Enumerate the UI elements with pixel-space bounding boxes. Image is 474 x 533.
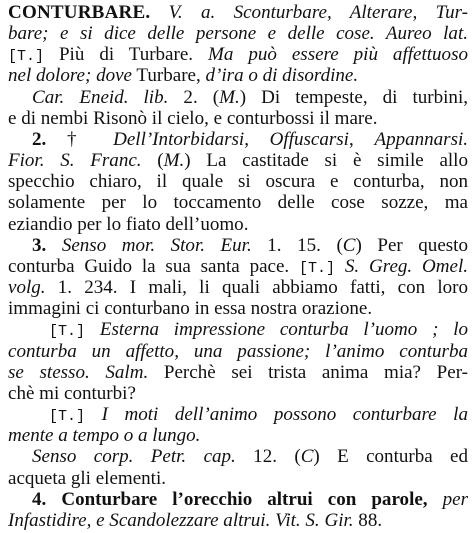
- sense-4-line-1: [32, 489, 468, 510]
- text-run: (: [141, 150, 164, 172]
- sense-3-note2-line-2: [8, 425, 468, 446]
- entry-line-1: [8, 2, 468, 23]
- text-run: Offuscarsi: [269, 128, 349, 150]
- text-run: 88.: [353, 509, 383, 531]
- text-run: Senso corp. Petr. cap.: [32, 446, 236, 468]
- sense-2-line-3: [8, 171, 468, 192]
- text-run: 4.: [32, 488, 47, 510]
- text-run: Perchè sei trista anima mia? Per-: [148, 361, 468, 383]
- text-run: ) Per questo: [355, 234, 468, 256]
- text-run: ,: [348, 128, 375, 150]
- text-run: volg.: [8, 277, 46, 299]
- tommaseo-tag: [T.]: [49, 323, 86, 341]
- text-run: [46, 235, 62, 256]
- text-run: 3.: [32, 234, 47, 256]
- text-run: per: [442, 488, 468, 510]
- sense-3-line-1: [32, 235, 468, 256]
- text-run: 2.: [32, 128, 47, 150]
- tommaseo-tag: [T.]: [8, 48, 45, 66]
- text-run: S. Greg. Omel.: [344, 255, 468, 277]
- sense-3-note-line-3: [8, 362, 468, 383]
- text-run: C: [300, 446, 314, 468]
- text-run: Car. Eneid. lib.: [32, 86, 169, 108]
- sense-3-line-3: [8, 277, 468, 298]
- text-run: Appannarsi.: [374, 128, 469, 150]
- text-run: solamente per lo toccamento delle cose sozze, ma: [8, 192, 468, 214]
- text-run: e di nembi Risonò il cielo, e conturbossi il mare.: [8, 107, 378, 129]
- text-run: chè mi conturbi?: [8, 382, 136, 404]
- text-run: acqueta gli elementi.: [8, 467, 166, 489]
- text-run: ) Di tempeste, di turbini,: [239, 86, 468, 108]
- text-run: bare; e si dice delle persone e delle cose. Aureo lat.: [8, 23, 468, 45]
- text-run: 1. 15. (: [251, 234, 343, 256]
- sense-corp-line-1: [32, 446, 468, 467]
- tommaseo-tag: [T.]: [299, 259, 336, 277]
- tommaseo-tag: [T.]: [49, 408, 86, 426]
- entry-line-2: [8, 23, 468, 44]
- text-run: d’ira o di disordine.: [205, 65, 359, 87]
- text-run: specchio chiaro, il quale si oscura e conturba, non: [8, 171, 468, 193]
- text-run: Senso mor. Stor. Eur.: [61, 234, 252, 256]
- text-run: 12. (: [235, 446, 301, 468]
- text-run: 1. 234. I mali, li quali abbiamo fatti, con loro: [45, 277, 468, 299]
- text-run: Più di Turbare.: [44, 44, 209, 66]
- text-run: ) E conturba ed: [313, 446, 469, 468]
- text-run: immagini ci conturbano in essa nostra orazione.: [8, 298, 373, 320]
- sense-3-note-line-2: [8, 341, 468, 362]
- text-run: ) La castitade si è simile allo: [184, 150, 468, 172]
- text-run: mente a tempo o a lungo.: [8, 425, 201, 447]
- text-run: Esterna impressione conturba l’uomo ; lo: [99, 319, 468, 341]
- entry-line-4: [8, 65, 468, 86]
- text-run: conturba Guido la sua santa pace.: [8, 255, 300, 277]
- text-run: Infastidire, e Scandolezzare altrui. Vit. S. Gir.: [8, 509, 354, 531]
- text-run: nel dolore; dove: [8, 65, 133, 87]
- text-run: Turbare,: [132, 65, 206, 87]
- sense-corp-line-2: [8, 468, 468, 489]
- sense-3-line-2: [8, 256, 468, 279]
- text-run: C: [342, 234, 356, 256]
- sense-2-line-2: [8, 150, 468, 171]
- sense-2-line-4: [8, 192, 468, 213]
- text-run: [428, 489, 443, 510]
- text-run: †: [46, 128, 114, 150]
- text-run: conturba un affetto, una passione; l’animo conturba: [8, 340, 468, 362]
- text-run: se stesso. Salm.: [8, 361, 149, 383]
- text-run: M.: [219, 86, 240, 108]
- sense-3-line-4: [8, 298, 468, 319]
- text-run: I moti dell’animo possono conturbare la: [101, 404, 468, 426]
- sense-2-line-1: [32, 129, 468, 150]
- text-run: Ma può essere più affettuoso: [208, 44, 468, 66]
- sense-4-line-2: [8, 510, 468, 531]
- text-run: [85, 319, 100, 340]
- sense-2-line-5: [8, 214, 468, 235]
- text-run: 2. (: [168, 86, 220, 108]
- sense-3-note-line-1: [49, 319, 468, 342]
- text-run: Dell’Intorbidarsi: [113, 128, 245, 150]
- text-run: ,: [244, 128, 270, 150]
- text-run: [150, 2, 168, 23]
- text-run: [46, 489, 61, 510]
- text-run: Fior. S. Franc.: [8, 150, 142, 172]
- sense-3-note2-line-1: [49, 404, 468, 427]
- entry-line-6: [8, 108, 468, 129]
- text-run: V. a. Sconturbare, Alterare, Tur-: [168, 2, 468, 23]
- text-run: [85, 404, 102, 425]
- text-run: eziandio per lo fiato dell’uomo.: [8, 213, 249, 235]
- entry-line-3: [8, 44, 468, 67]
- text-run: [335, 256, 345, 277]
- headword: CONTURBARE.: [8, 2, 151, 23]
- text-run: M.: [163, 150, 185, 172]
- entry-line-5: [32, 87, 468, 108]
- sense-3-note-line-4: [8, 383, 468, 404]
- text-run: Conturbare l’orecchio altrui con parole,: [61, 488, 428, 510]
